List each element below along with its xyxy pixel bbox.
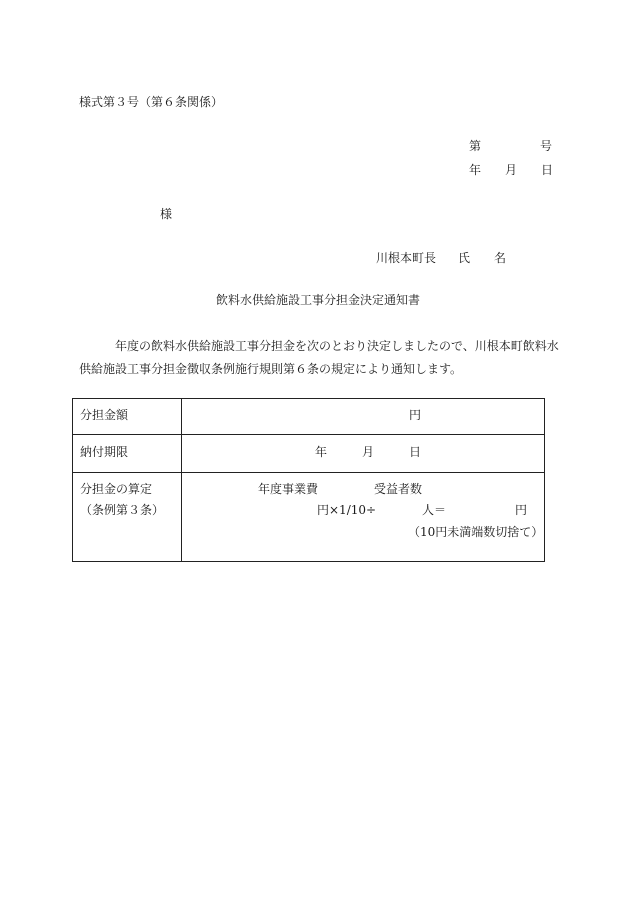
date-day-label: 日 (541, 163, 554, 177)
table-row-calculation (73, 473, 545, 562)
date-month-label: 月 (505, 163, 518, 177)
rounding-note: （10円未満端数切捨て） (408, 525, 544, 539)
deadline-day-label: 日 (409, 445, 422, 459)
calculation-label: 分担金の算定 (80, 482, 153, 496)
calculation-label-cell (73, 473, 182, 562)
form-number: 様式第３号（第６条関係） (79, 95, 224, 109)
deadline-label: 納付期限 (80, 445, 129, 459)
sender-name-label-2: 名 (494, 251, 507, 265)
amount-unit: 円 (409, 408, 422, 422)
body-line-1: 年度の飲料水供給施設工事分担金を次のとおり決定しましたので、川根本町飲料水 (115, 339, 559, 353)
amount-label: 分担金額 (80, 408, 129, 422)
table-row-amount (73, 399, 545, 435)
body-line-2: 供給施設工事分担金徴収条例施行規則第６条の規定により通知します。 (79, 362, 463, 376)
amount-value-cell (182, 399, 545, 435)
doc-number-prefix: 第 (469, 139, 482, 153)
formula-persons-part: 人＝ (422, 503, 447, 517)
beneficiaries-header: 受益者数 (374, 482, 423, 496)
document-title: 飲料水供給施設工事分担金決定通知書 (216, 293, 421, 307)
formula-result-unit: 円 (515, 503, 528, 517)
doc-number-suffix: 号 (540, 139, 553, 153)
allotment-table (72, 398, 545, 562)
addressee-honorific: 様 (160, 207, 173, 221)
sender-title: 川根本町長 (376, 251, 437, 265)
deadline-month-label: 月 (362, 445, 375, 459)
deadline-label-cell (73, 435, 182, 473)
calculation-article-ref: （条例第３条） (80, 503, 165, 517)
calculation-value-cell (182, 473, 545, 562)
formula-yen-part: 円×1/10÷ (317, 503, 377, 517)
deadline-value-cell (182, 435, 545, 473)
sender-name-label-1: 氏 (458, 251, 471, 265)
date-year-label: 年 (469, 163, 482, 177)
amount-label-cell (73, 399, 182, 435)
table-row-deadline (73, 435, 545, 473)
deadline-year-label: 年 (315, 445, 328, 459)
fiscal-cost-header: 年度事業費 (258, 482, 319, 496)
